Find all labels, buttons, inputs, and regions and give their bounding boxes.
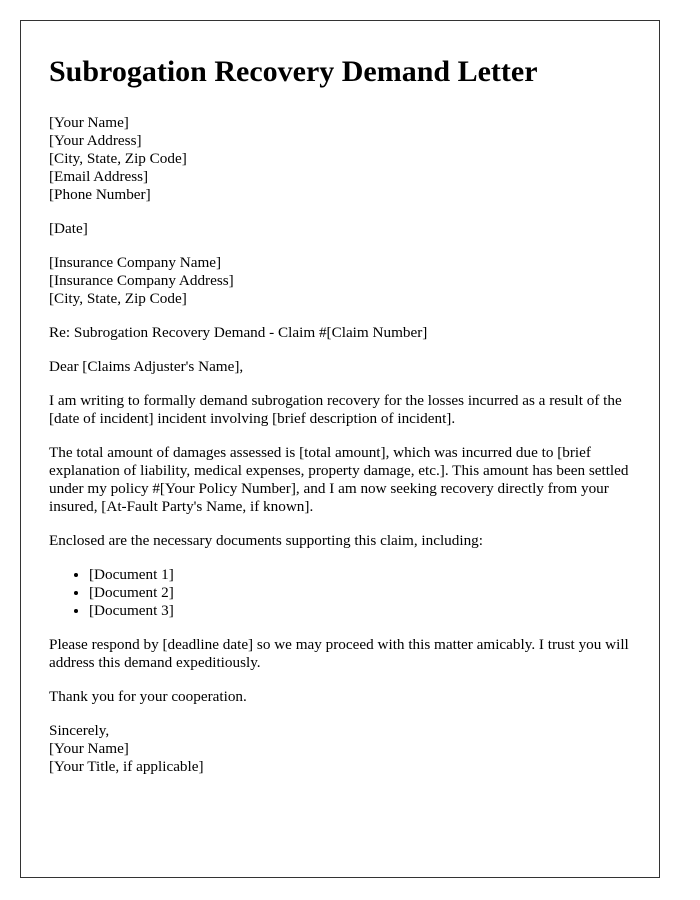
closing-name: [Your Name] [49,740,129,757]
list-item: • [Document 1] [89,566,631,584]
letter-page [20,20,660,878]
sender-address: [Your Address] [49,132,142,149]
closing-sign-off: Sincerely, [49,722,110,739]
body-paragraph-2: The total amount of damages assessed is [total amount], which was incurred due to [brief explanation of liability, medical expenses, property damage, etc.]. This amount has been settled under my policy #[Your Policy Number], and I am now seeking recovery directly from your insured, [At-Fault Party's Name, if known]. [49,444,629,515]
body-paragraph-4: Please respond by [deadline date] so we may proceed with this matter amicably. I trust you will address this demand expeditiously. [49,636,629,671]
list-item: • [Document 3] [89,602,631,620]
recipient-company-name: [Insurance Company Name] [49,254,222,271]
sender-phone: [Phone Number] [49,186,151,203]
recipient-company-address: [Insurance Company Address] [49,272,234,289]
sender-email: [Email Address] [49,168,149,185]
recipient-block [49,254,631,308]
letter-title: Subrogation Recovery Demand Letter [49,55,538,88]
recipient-city-state-zip: [City, State, Zip Code] [49,290,187,307]
sender-name: [Your Name] [49,114,129,131]
document-list [49,566,631,620]
sender-block [49,114,631,204]
body-paragraph-1: I am writing to formally demand subrogation recovery for the losses incurred as a result of the [date of incident] incident involving [brief description of incident]. [49,392,622,427]
salutation: Dear [Claims Adjuster's Name], [49,358,244,375]
sender-city-state-zip: [City, State, Zip Code] [49,150,187,167]
closing-block [49,722,631,776]
body-paragraph-3: Enclosed are the necessary documents supporting this claim, including: [49,532,484,549]
list-item: • [Document 2] [89,584,631,602]
closing-title: [Your Title, if applicable] [49,758,204,775]
subject-line: Re: Subrogation Recovery Demand - Claim #[Claim Number] [49,324,428,341]
letter-date: [Date] [49,220,88,237]
body-paragraph-5: Thank you for your cooperation. [49,688,247,705]
